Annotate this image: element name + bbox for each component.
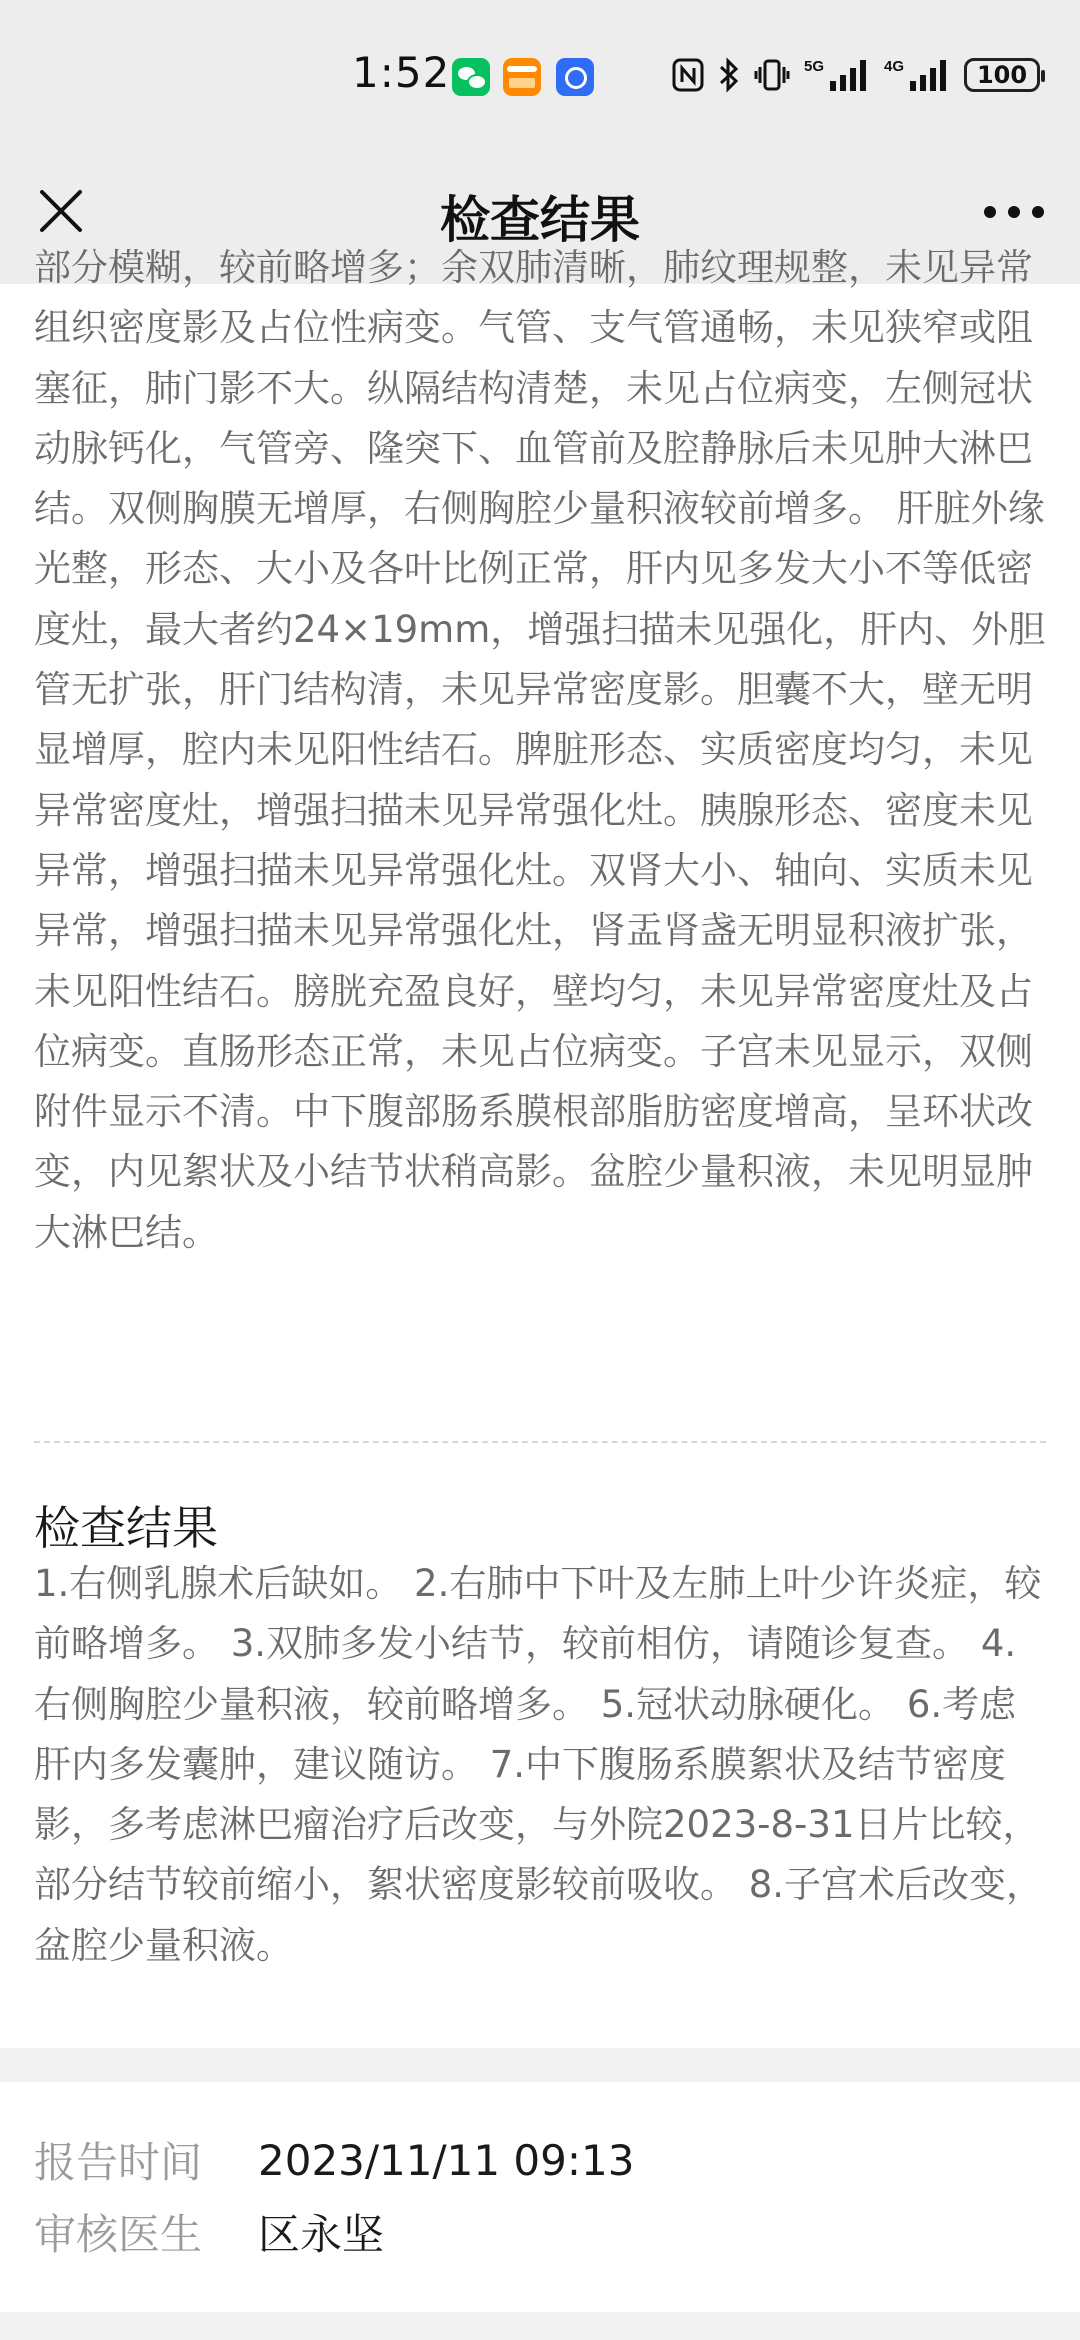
- signal-5g-icon: [804, 57, 870, 93]
- battery-level: 100: [976, 61, 1028, 89]
- wechat-icon: [452, 58, 490, 96]
- vibrate-icon: [754, 58, 790, 92]
- health-app-icon: [503, 58, 541, 96]
- section-divider: [34, 1441, 1046, 1443]
- more-dot: [1032, 206, 1044, 218]
- status-time: 1:52: [352, 48, 451, 97]
- signal-4g-icon: [884, 57, 950, 93]
- battery-icon: [964, 58, 1040, 92]
- more-icon[interactable]: [984, 202, 1044, 222]
- more-dot: [1008, 206, 1020, 218]
- svg-text:5G: 5G: [804, 58, 825, 75]
- report-time-row: [34, 2130, 634, 2190]
- reviewer-label: 审核医生: [34, 2210, 203, 2259]
- blue-app-icon: [556, 58, 594, 96]
- section-gap: [0, 2048, 1080, 2082]
- report-content[interactable]: [0, 246, 1080, 2048]
- findings-text: 部分模糊，较前略增多；余双肺清晰，肺纹理规整，未见异常组织密度影及占位性病变。气管、支气管通畅，未见狭窄或阻塞征，肺门影不大。纵隔结构清楚，未见占位病变，左侧冠状动脉钙化，气管旁、隆突下、血管前及腔静脉后未见肿大淋巴结。双侧胸膜无增厚，右侧胸腔少量积液较前增多。 肝脏外缘光整，形态、大小及各叶比例正常，肝内见多发大小不等低密度灶，最大者约24×19mm，增强扫描未见强化，肝内、外胆管无扩张，肝门结构清，未见异常密度影。胆囊不大，壁无明显增厚，腔内未见阳性结石。脾脏形态、实质密度均匀，未见异常密度灶，增强扫描未见异常强化灶。胰腺形态、密度未见异常，增强扫描未见异常强化灶。双肾大小、轴向、实质未见异常，增强扫描未见异常强化灶，肾盂肾盏无明显积液扩张，未见阳性结石。膀胱充盈良好，壁均匀，未见异常密度灶及占位病变。直肠形态正常，未见占位病变。子宫未见显示，双侧附件显示不清。中下腹部肠系膜根部脂肪密度增高，呈环状改变，内见絮状及小结节状稍高影。盆腔少量积液，未见明显肿大淋巴结。: [34, 246, 1046, 1254]
- bottom-gap: [0, 2312, 1080, 2340]
- bluetooth-icon: [718, 57, 740, 93]
- system-status-icons: [672, 50, 1040, 100]
- svg-text:4G: 4G: [884, 58, 905, 75]
- conclusion-text: 1.右侧乳腺术后缺如。 2.右肺中下叶及左肺上叶少许炎症，较前略增多。 3.双肺多发小结节，较前相仿，请随诊复查。 4.右侧胸腔少量积液，较前略增多。 5.冠状动脉硬化。 6.考虑肝内多发囊肿，建议随访。 7.中下腹肠系膜絮状及结节密度影，多考虑淋巴瘤治疗后改变，与外院2023-8-31日片比较，部分结节较前缩小，絮状密度影较前吸收。 8.子宫术后改变，盆腔少量积液。: [34, 1562, 1044, 1967]
- conclusion-title: 检查结果: [34, 1501, 218, 1555]
- report-time-label: 报告时间: [34, 2138, 203, 2187]
- report-meta-card: [0, 2082, 1080, 2312]
- nfc-icon: [672, 58, 704, 92]
- reviewer-value: 区永坚: [258, 2210, 385, 2259]
- status-bar: [0, 0, 1080, 150]
- page-title: 检查结果: [440, 191, 640, 249]
- report-time-value: 2023/11/11 09:13: [258, 2135, 635, 2185]
- more-dot: [984, 206, 996, 218]
- reviewer-row: [34, 2202, 384, 2262]
